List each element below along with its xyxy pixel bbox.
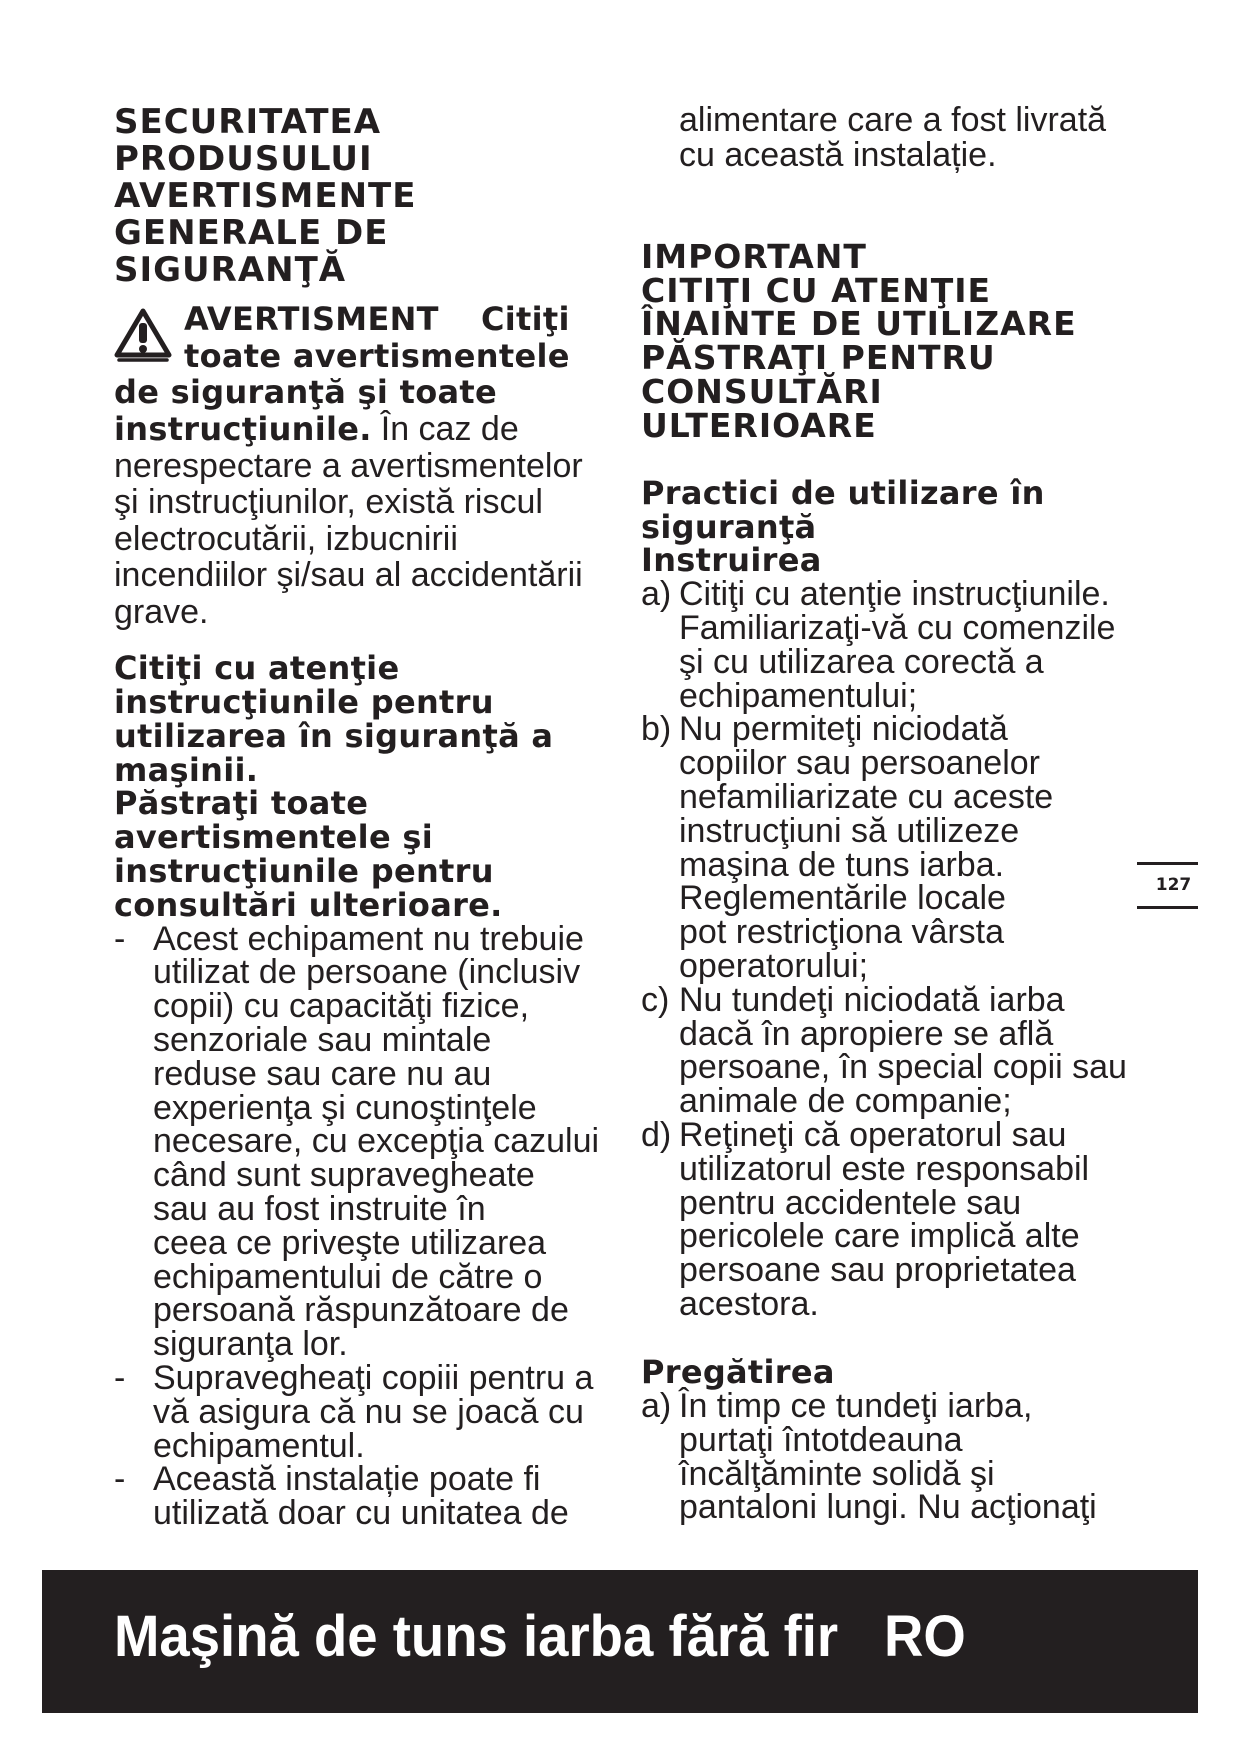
list-line: vă asigura că nu se joacă cu bbox=[153, 1392, 584, 1431]
list-line: instrucţiuni să utilizeze bbox=[679, 811, 1020, 850]
heading-line: PRODUSULUI bbox=[114, 139, 373, 180]
page-number: 127 bbox=[1137, 862, 1198, 909]
list-line: copiilor sau persoanelor bbox=[679, 744, 1040, 783]
list-line: pentru accidentele sau bbox=[679, 1183, 1022, 1222]
list-line: utilizată doar cu unitatea de bbox=[153, 1494, 569, 1533]
list-line: siguranţa lor. bbox=[153, 1325, 348, 1364]
list-line: necesare, cu excepţia cazului bbox=[153, 1122, 600, 1161]
list-line: senzoriale sau mintale bbox=[153, 1020, 492, 1059]
list-item bbox=[114, 1358, 614, 1465]
list-item bbox=[114, 1460, 614, 1533]
important-line: CONSULTĂRI bbox=[641, 371, 883, 411]
list-line: încălţăminte solidă şi bbox=[679, 1454, 995, 1493]
list-line: reduse sau care nu au bbox=[153, 1054, 492, 1093]
notice-line: Citiţi cu atenţie bbox=[114, 649, 400, 688]
list-line: persoane sau proprietatea bbox=[679, 1251, 1076, 1290]
bullet-marker: - bbox=[114, 1358, 126, 1397]
important-line: ÎNAINTE DE UTILIZARE bbox=[641, 304, 1077, 344]
continued-line: alimentare care a fost livrată bbox=[679, 101, 1107, 140]
list-item-text bbox=[153, 1460, 569, 1533]
notice-line: utilizarea în siguranţă a bbox=[114, 716, 554, 755]
list-line: acestora. bbox=[679, 1285, 819, 1324]
heading-line: AVERTISMENTE bbox=[114, 176, 417, 217]
right-column bbox=[641, 103, 1201, 1525]
warning-line bbox=[114, 411, 614, 448]
list-item-text bbox=[153, 919, 600, 1364]
notice-line: Păstraţi toate bbox=[114, 784, 369, 823]
list-marker: a) bbox=[641, 575, 672, 614]
list-line: echipamentului; bbox=[679, 676, 918, 715]
warning-text: Citiţi bbox=[481, 300, 570, 339]
list-line: dacă în apropiere se află bbox=[679, 1014, 1054, 1053]
important-line: IMPORTANT bbox=[641, 237, 867, 277]
warning-body-line: incendiilor şi/sau al accidentării bbox=[114, 556, 583, 595]
notice-block bbox=[114, 649, 614, 924]
preparation-section bbox=[641, 1353, 1201, 1527]
notice-line: avertismentele şi bbox=[114, 818, 434, 857]
important-line: ULTERIOARE bbox=[641, 405, 877, 445]
list-item bbox=[114, 919, 614, 1364]
warning-body-line: şi instrucţiunilor, există riscul bbox=[114, 483, 543, 522]
important-line: CITIŢI CU ATENŢIE bbox=[641, 270, 992, 310]
list-marker: b) bbox=[641, 710, 672, 749]
list-line: şi cu utilizarea corectă a bbox=[679, 642, 1044, 681]
warning-body-line: grave. bbox=[114, 592, 209, 631]
list-marker: d) bbox=[641, 1116, 672, 1155]
list-line: copii) cu capacităţi fizice, bbox=[153, 987, 530, 1026]
left-column bbox=[114, 104, 614, 1531]
list-line: În timp ce tundeţi iarba, bbox=[679, 1387, 1033, 1425]
list-item-text bbox=[679, 1387, 1097, 1527]
warning-line: de siguranţă şi toate bbox=[114, 373, 497, 412]
notice-line: maşinii. bbox=[114, 750, 259, 789]
bullet-marker: - bbox=[114, 1460, 126, 1499]
warning-body-line: electrocutării, izbucnirii bbox=[114, 519, 458, 558]
list-line: animale de companie; bbox=[679, 1082, 1012, 1121]
safety-heading bbox=[114, 104, 614, 288]
continued-text bbox=[641, 103, 1201, 172]
warning-text-bold: instrucţiunile. bbox=[114, 409, 372, 448]
list-line: persoană răspunzătoare de bbox=[153, 1291, 569, 1330]
language-code: RO bbox=[884, 1604, 966, 1669]
list-line: Supravegheaţi copiii pentru a bbox=[153, 1358, 594, 1397]
list-item bbox=[641, 1116, 1201, 1324]
warning-block bbox=[114, 301, 614, 630]
list-line: Citiţi cu atenţie instrucţiunile. bbox=[679, 575, 1110, 614]
list-item-text bbox=[679, 575, 1116, 715]
list-line: ceea ce priveşte utilizarea bbox=[153, 1223, 547, 1262]
heading-line: SIGURANŢĂ bbox=[114, 250, 347, 290]
list-line: sau au fost instruite în bbox=[153, 1189, 486, 1228]
notice-line: instrucţiunile pentru bbox=[114, 683, 494, 722]
list-line: utilizatorul este responsabil bbox=[679, 1149, 1090, 1188]
section-title-line: Practici de utilizare în bbox=[641, 473, 1045, 512]
list-line: Nu tundeţi niciodată iarba bbox=[679, 980, 1065, 1019]
warning-line: toate avertismentele bbox=[184, 336, 570, 375]
list-line: pantaloni lungi. Nu acţionaţi bbox=[679, 1488, 1097, 1527]
footer-title: Maşină de tuns iarba fără fir bbox=[114, 1604, 839, 1669]
list-line: persoane, în special copii sau bbox=[679, 1048, 1127, 1087]
list-marker: c) bbox=[641, 980, 670, 1019]
list-line: Nu permiteţi niciodată bbox=[679, 710, 1008, 749]
heading-line: GENERALE DE bbox=[114, 213, 389, 254]
list-line: Reglementările locale bbox=[679, 879, 1006, 918]
list-line: pericolele care implică alte bbox=[679, 1217, 1080, 1256]
list-line: echipamentul. bbox=[153, 1426, 365, 1465]
list-line: nefamiliarizate cu aceste bbox=[679, 778, 1054, 817]
list-line: când sunt supravegheate bbox=[153, 1156, 535, 1195]
warning-body-line: nerespectare a avertismentelor bbox=[114, 446, 583, 485]
list-item bbox=[641, 575, 1201, 715]
list-line: Această instalație poate fi bbox=[153, 1460, 541, 1499]
section-title-line: siguranţă bbox=[641, 507, 817, 546]
warning-label: AVERTISMENT bbox=[184, 300, 439, 339]
list-marker: a) bbox=[641, 1387, 672, 1425]
notice-line: consultări ulterioare. bbox=[114, 885, 503, 924]
training-title: Instruirea bbox=[641, 541, 822, 580]
list-line: utilizat de persoane (inclusiv bbox=[153, 953, 581, 992]
list-item bbox=[641, 710, 1201, 986]
preparation-title: Pregătirea bbox=[641, 1353, 835, 1392]
list-line: Reţineţi că operatorul sau bbox=[679, 1116, 1067, 1155]
footer-bar bbox=[42, 1570, 1198, 1713]
warning-line bbox=[114, 301, 614, 338]
list-line: purtaţi întotdeauna bbox=[679, 1420, 963, 1459]
bullet-list bbox=[114, 919, 614, 1533]
list-line: pot restricţiona vârsta bbox=[679, 913, 1005, 952]
safe-operation-section bbox=[641, 473, 1201, 1324]
list-item-text bbox=[153, 1358, 594, 1465]
notice-line: instrucţiunile pentru bbox=[114, 852, 494, 890]
list-item bbox=[641, 980, 1201, 1121]
warning-triangle-icon bbox=[112, 306, 174, 364]
list-item-text bbox=[679, 710, 1054, 986]
important-heading bbox=[641, 237, 1201, 445]
continued-line: cu această instalație. bbox=[679, 135, 997, 174]
list-item bbox=[641, 1387, 1201, 1527]
list-line: maşina de tuns iarba. bbox=[679, 845, 1005, 884]
important-line: PĂSTRAŢI PENTRU bbox=[641, 338, 996, 378]
heading-line: SECURITATEA bbox=[114, 102, 382, 143]
list-line: Familiarizaţi-vă cu comenzile bbox=[679, 609, 1116, 648]
list-line: Acest echipament nu trebuie bbox=[153, 919, 584, 958]
warning-text: În caz de bbox=[380, 409, 519, 448]
list-line: experienţa şi cunoştinţele bbox=[153, 1088, 537, 1127]
list-item-text bbox=[679, 1116, 1090, 1324]
list-line: operatorului; bbox=[679, 947, 869, 986]
list-item-text bbox=[679, 980, 1127, 1121]
list-line: echipamentului de către o bbox=[153, 1257, 543, 1296]
bullet-marker: - bbox=[114, 919, 126, 958]
